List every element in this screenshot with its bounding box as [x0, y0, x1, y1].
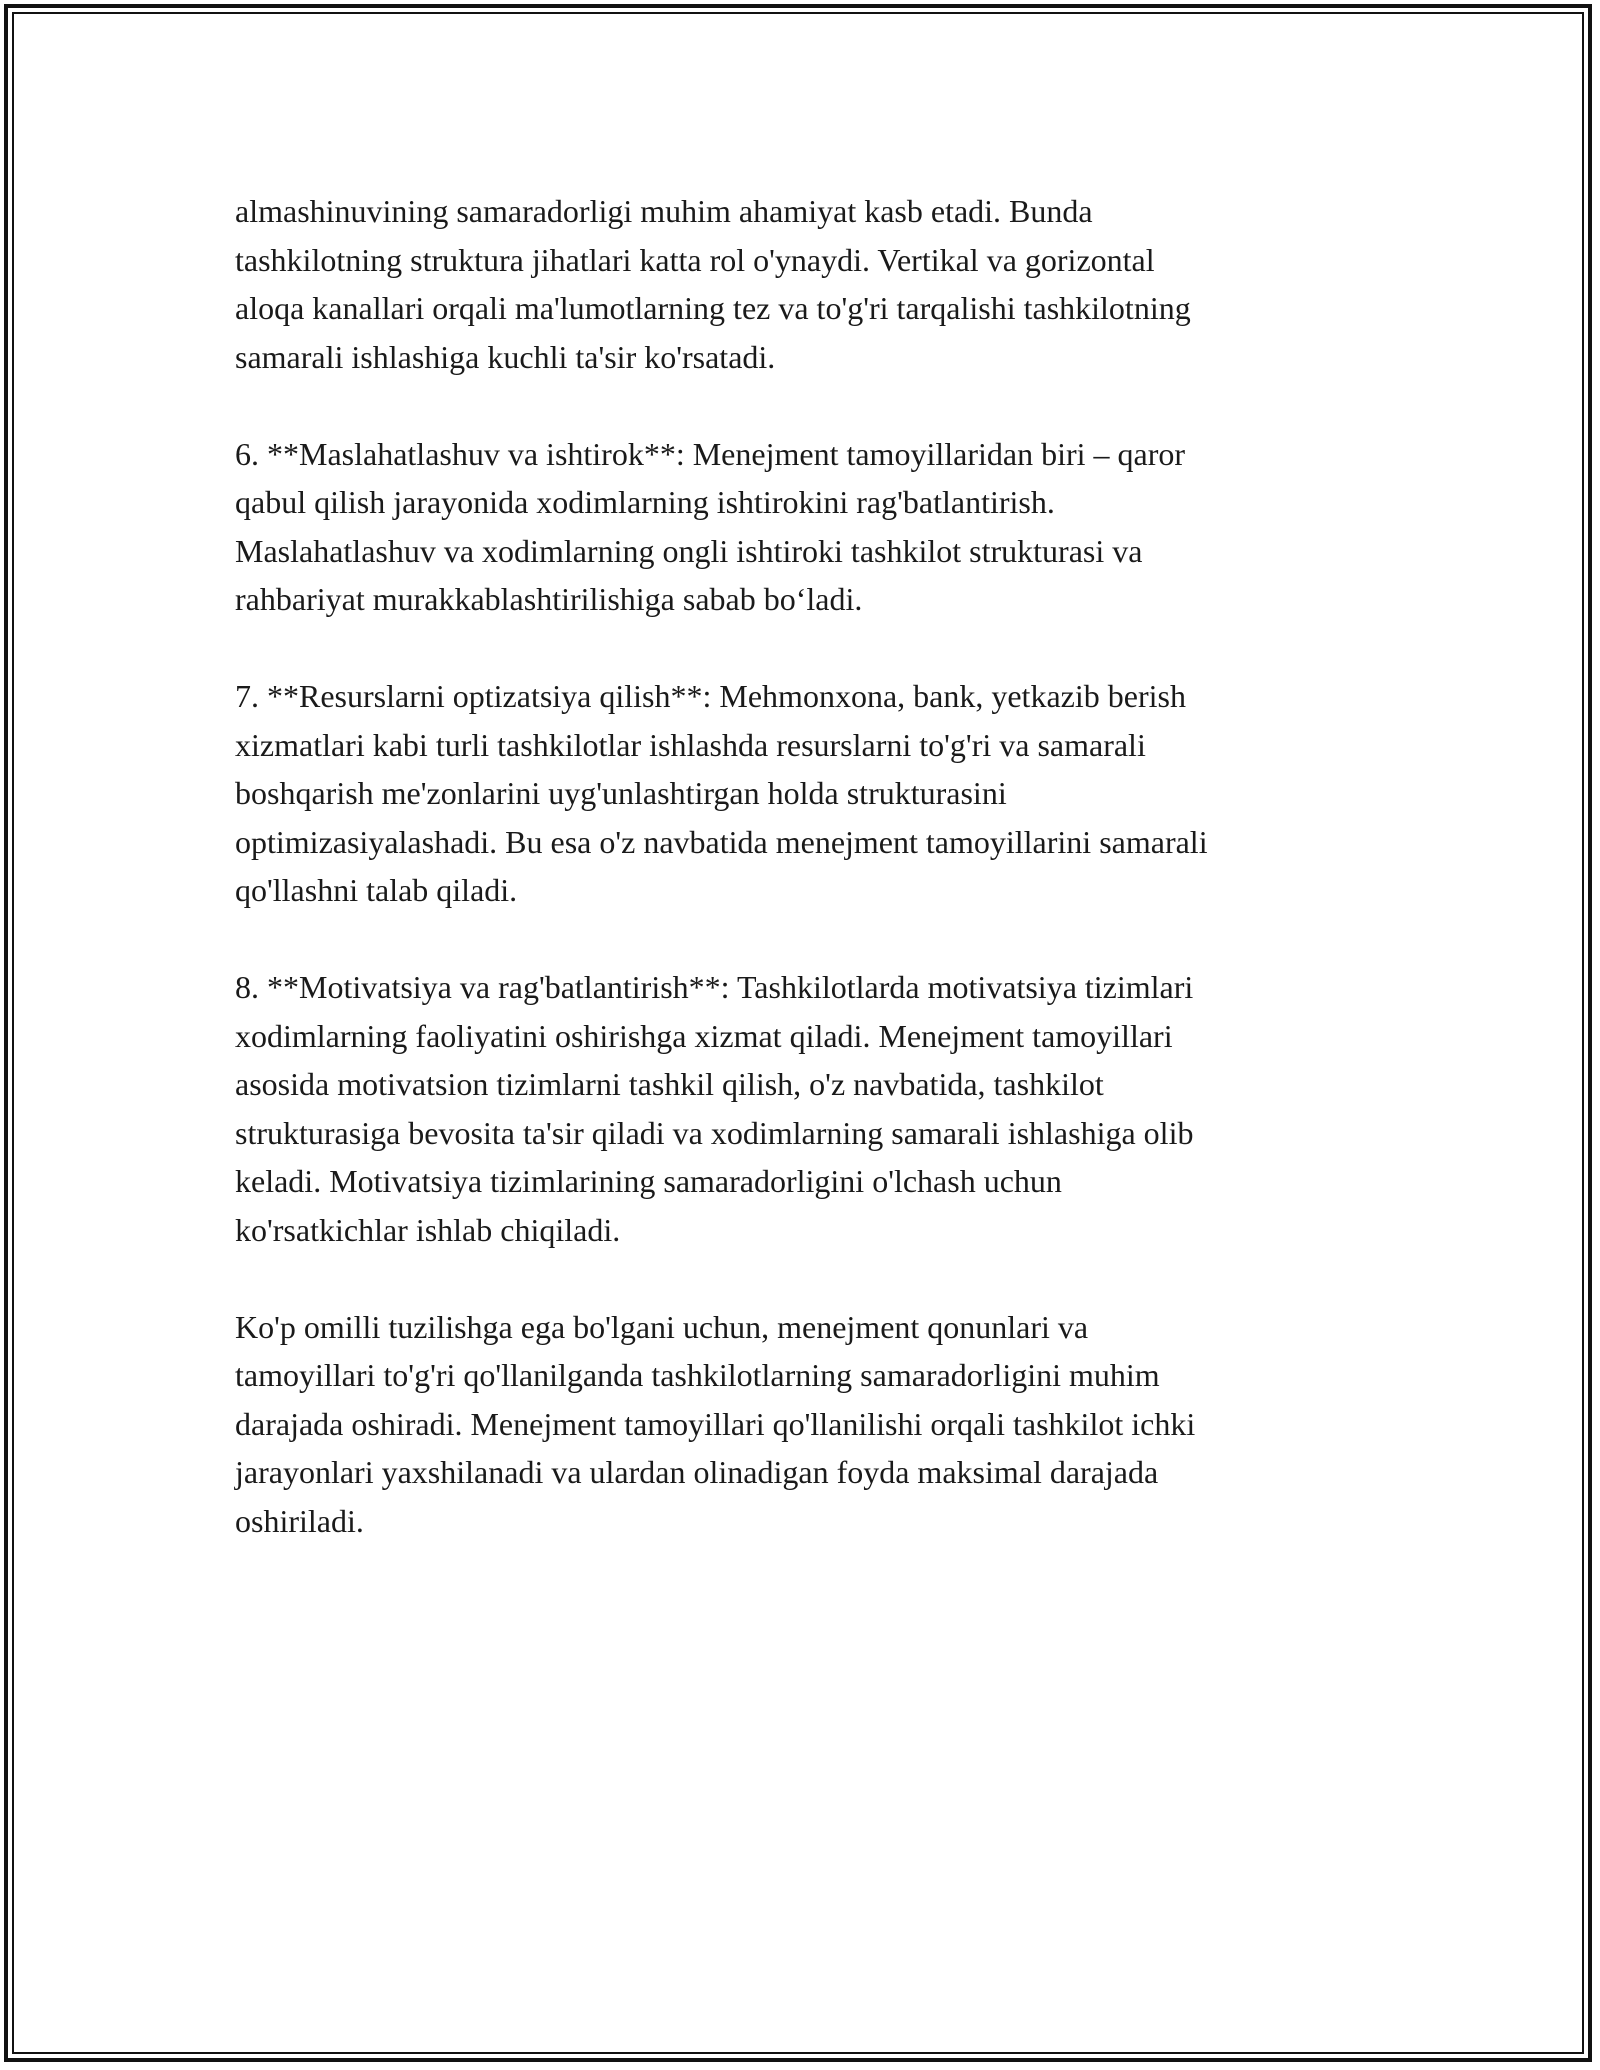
paragraph-resource-optimization: 7. **Resurslarni optizatsiya qilish**: Mehmonxona, bank, yetkazib berish xizmatlari kabi turli tashkilotlar ishlashda resurslarni to'g'ri va samarali boshqarish me'zonlarini uyg'unlashtirgan holda strukturasini optimizasiyalashadi. Bu esa o'z navbatida menejment tamoyillarini samarali qo'llashni talab qiladi.: [235, 678, 1208, 908]
paragraph-motivation-incentives: 8. **Motivatsiya va rag'batlantirish**: Tashkilotlarda motivatsiya tizimlari xodimlarning faoliyatini oshirishga xizmat qiladi. Menejment tamoyillari asosida motivatsion tizimlarni tashkil qilish, o'z navbatida, tashkilot strukturasiga bevosita ta'sir qiladi va xodimlarning samarali ishlashiga olib keladi. Motivatsiya tizimlarining samaradorligini o'lchash uchun ko'rsatkichlar ishlab chiqiladi.: [235, 969, 1194, 1248]
document-body: [235, 187, 1365, 1545]
paragraph-conclusion: Ko'p omilli tuzilishga ega bo'lgani uchun, menejment qonunlari va tamoyillari to'g'ri qo'llanilganda tashkilotlarning samaradorligini muhim darajada oshiradi. Menejment tamoyillari qo'llanilishi orqali tashkilot ichki jarayonlari yaxshilanadi va ulardan olinadigan foyda maksimal darajada oshiriladi.: [235, 1308, 1196, 1539]
paragraph-consultation-participation: 6. **Maslahatlashuv va ishtirok**: Menejment tamoyillaridan biri – qaror qabul qilish jarayonida xodimlarning ishtirokini rag'batlantirish. Maslahatlashuv va xodimlarning ongli ishtiroki tashkilot strukturasi va rahbariyat murakkablashtirilishiga sabab bo‘ladi.: [235, 435, 1186, 617]
paragraph-communication-efficiency: almashinuvining samaradorligi muhim ahamiyat kasb etadi. Bunda tashkilotning struktura jihatlari katta rol o'ynaydi. Vertikal va gorizontal aloqa kanallari orqali ma'lumotlarning tez va to'g'ri tarqalishi tashkilotning samarali ishlashiga kuchli ta'sir ko'rsatadi.: [235, 193, 1191, 375]
